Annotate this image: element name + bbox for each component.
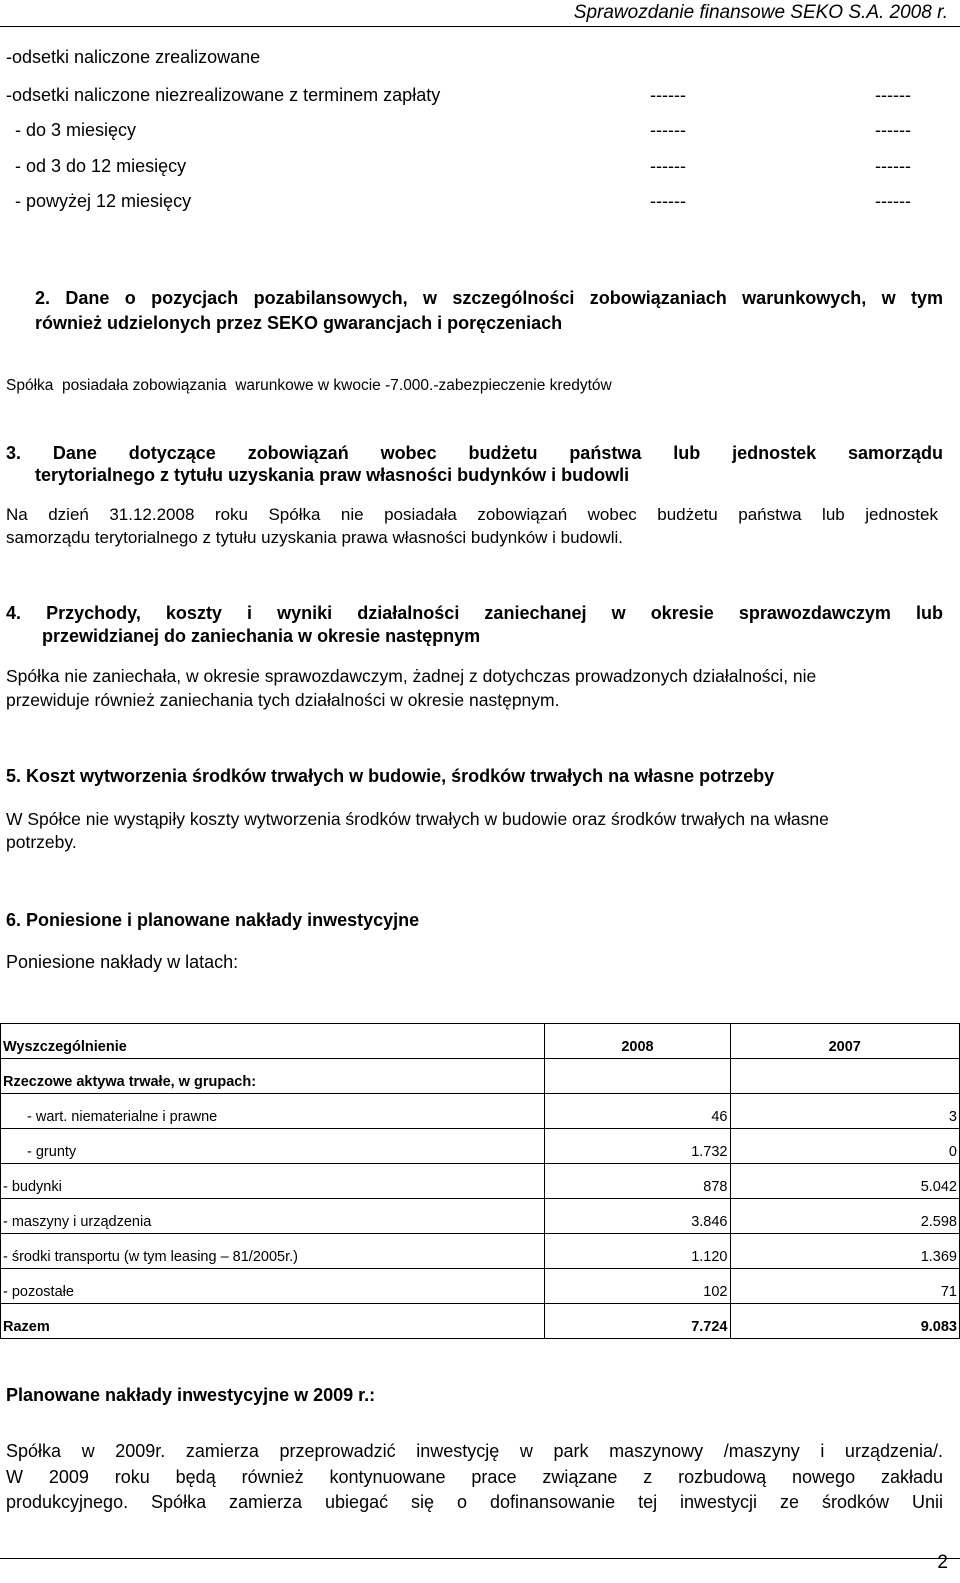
- interest-item-label: - od 3 do 12 miesięcy: [10, 156, 187, 176]
- section4-heading-line2: przewidzianej do zaniechania w okresie następnym: [42, 626, 481, 646]
- table-header-cell: 2007: [730, 1024, 960, 1059]
- table-group-label: Rzeczowe aktywa trwałe, w grupach:: [1, 1059, 545, 1094]
- table-row: [1, 1129, 960, 1164]
- table-total-row: [1, 1304, 960, 1339]
- footer-divider: [0, 1558, 960, 1559]
- planned-line3: produkcyjnego. Spółka zamierza ubiegać się o dofinansowanie tej inwestycji ze środków Unii: [6, 1492, 943, 1512]
- table-total-label: Razem: [1, 1304, 545, 1339]
- section5-body-line2: potrzeby.: [6, 832, 77, 852]
- table-header-cell: 2008: [545, 1024, 730, 1059]
- page-number: 2: [937, 1552, 948, 1573]
- interest-item-value-1: ------: [650, 191, 686, 211]
- table-header-row: [1, 1024, 960, 1059]
- section5-body-line1: W Spółce nie wystąpiły koszty wytworzenia środków trwałych w budowie oraz środków trwałych na własne: [6, 809, 829, 829]
- table-row-label: - wart. niematerialne i prawne: [1, 1094, 545, 1129]
- table-cell-2007: 71: [730, 1269, 960, 1304]
- table-row: [1, 1234, 960, 1269]
- interest-item-label: - do 3 miesięcy: [10, 120, 137, 140]
- planned-line1: Spółka w 2009r. zamierza przeprowadzić inwestycję w park maszynowy /maszyny i urządzenia/.: [6, 1441, 943, 1461]
- interest-item-value-2: ------: [875, 156, 911, 176]
- header-divider: [0, 26, 960, 27]
- section2-heading-line2: również udzielonych przez SEKO gwarancjach i poręczeniach: [35, 313, 563, 333]
- interest-item-label: -odsetki naliczone zrealizowane: [6, 47, 261, 67]
- section5-heading: 5. Koszt wytworzenia środków trwałych w budowie, środków trwałych na własne potrzeby: [6, 766, 775, 786]
- planned-heading: Planowane nakłady inwestycyjne w 2009 r.:: [6, 1385, 376, 1405]
- table-cell-2008: 878: [545, 1164, 730, 1199]
- section2-body: Spółka posiadała zobowiązania warunkowe w kwocie -7.000.-zabezpieczenie kredytów: [6, 377, 612, 394]
- section4-body-line1: Spółka nie zaniechała, w okresie sprawozdawczym, żadnej z dotychczas prowadzonych działalności, nie: [6, 666, 817, 686]
- table-cell-2008: 46: [545, 1094, 730, 1129]
- interest-item-label: -odsetki naliczone niezrealizowane z terminem zapłaty: [6, 85, 441, 105]
- section3-body-line2: samorządu terytorialnego z tytułu uzyskania prawa własności budynków i budowli.: [6, 528, 624, 547]
- section6-subheading: Poniesione nakłady w latach:: [6, 952, 239, 972]
- section6-heading: 6. Poniesione i planowane nakłady inwestycyjne: [6, 910, 420, 930]
- interest-item-value-1: ------: [650, 156, 686, 176]
- interest-item-value-2: ------: [875, 85, 911, 105]
- table-row: [1, 1269, 960, 1304]
- interest-item-label: - powyżej 12 miesięcy: [10, 191, 192, 211]
- section2-heading-line1: 2. Dane o pozycjach pozabilansowych, w szczególności zobowiązaniach warunkowych, w tym: [35, 288, 943, 308]
- table-cell-2007: 2.598: [730, 1199, 960, 1234]
- table-cell-2007: 5.042: [730, 1164, 960, 1199]
- table-row-label: - budynki: [1, 1164, 545, 1199]
- planned-line2: W 2009 roku będą również kontynuowane prace związane z rozbudową nowego zakładu: [6, 1467, 943, 1487]
- section4-heading-line1: 4. Przychody, koszty i wyniki działalności zaniechanej w okresie sprawozdawczym lub: [6, 603, 943, 623]
- table-total-2007: 9.083: [730, 1304, 960, 1339]
- table-cell-2008: 3.846: [545, 1199, 730, 1234]
- table-row: [1, 1094, 960, 1129]
- table-row: [1, 1199, 960, 1234]
- interest-item-value-1: ------: [650, 120, 686, 140]
- table-row: [1, 1164, 960, 1199]
- section3-heading-line1: 3. Dane dotyczące zobowiązań wobec budżetu państwa lub jednostek samorządu: [6, 443, 943, 463]
- interest-item-value-1: ------: [650, 85, 686, 105]
- table-cell-2008: 1.120: [545, 1234, 730, 1269]
- table-row-label: - pozostałe: [1, 1269, 545, 1304]
- table-cell-2007: 1.369: [730, 1234, 960, 1269]
- table-cell-2008: 102: [545, 1269, 730, 1304]
- interest-item-value-2: ------: [875, 191, 911, 211]
- table-row-label: - maszyny i urządzenia: [1, 1199, 545, 1234]
- table-header-cell: Wyszczególnienie: [1, 1024, 545, 1059]
- document-header-title: Sprawozdanie finansowe SEKO S.A. 2008 r.: [573, 2, 948, 23]
- section4-body-line2: przewiduje również zaniechania tych działalności w okresie następnym.: [6, 690, 560, 710]
- table-cell-2007: 3: [730, 1094, 960, 1129]
- table-row-label: - środki transportu (w tym leasing – 81/2005r.): [1, 1234, 545, 1269]
- table-row-label: - grunty: [1, 1129, 545, 1164]
- table-cell-2008: 1.732: [545, 1129, 730, 1164]
- interest-item-value-2: ------: [875, 120, 911, 140]
- table-total-2008: 7.724: [545, 1304, 730, 1339]
- section3-heading-line2: terytorialnego z tytułu uzyskania praw własności budynków i budowli: [35, 465, 630, 485]
- section3-body-line1: Na dzień 31.12.2008 roku Spółka nie posiadała zobowiązań wobec budżetu państwa lub jednostek: [6, 505, 938, 524]
- investment-table: [0, 1023, 960, 1339]
- table-group-row: [1, 1059, 960, 1094]
- table-cell-2007: 0: [730, 1129, 960, 1164]
